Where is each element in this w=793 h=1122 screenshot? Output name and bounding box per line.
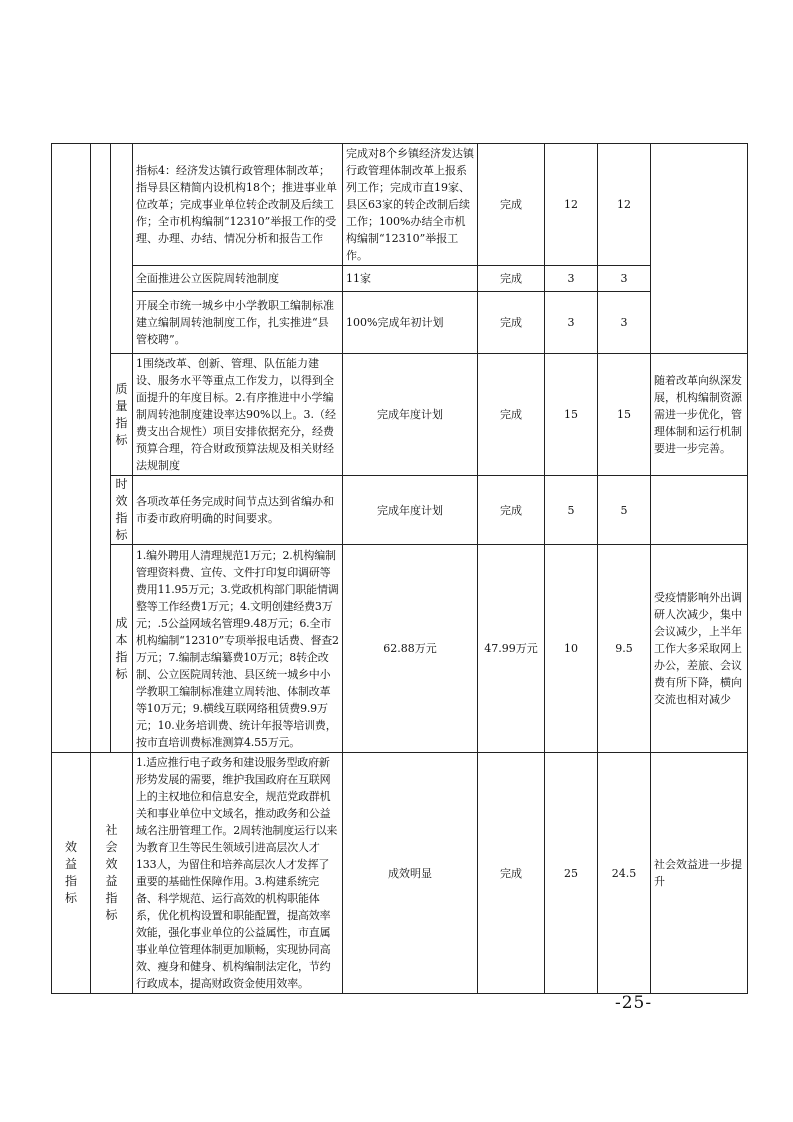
row-score: 24.5 [598,753,651,994]
row-target: 100%完成年初计划 [343,292,478,354]
row-reason: 社会效益进一步提升 [651,753,748,994]
row-actual: 完成 [478,144,545,266]
benefit-indicator-label: 效 益 指 标 [52,753,91,994]
table-row [52,266,748,292]
row-weight: 10 [545,545,598,753]
row-score: 5 [598,476,651,545]
row-weight: 3 [545,266,598,292]
row-reason [651,144,748,354]
row-score: 12 [598,144,651,266]
cost-indicator-label: 成 本 指 标 [111,545,133,753]
row-target: 完成年度计划 [343,354,478,476]
row-actual: 完成 [478,354,545,476]
row-weight: 12 [545,144,598,266]
subcategory-col-quantity [111,144,133,354]
row-content: 1.适应推行电子政务和建设服务型政府新形势发展的需要，维护我国政府在互联网上的主权地位和信息安全，规范党政群机关和事业单位中文域名，推动政务和公益域名注册管理工作。2周转池制度运行以来为教育卫生等民生领域引进高层次人才133人，为留住和培养高层次人才发挥了重要的基础性保障作用。3.构建系统完备、科学规范、运行高效的机构职能体系，优化机构设置和职能配置，提高效率效能，强化事业单位的公益属性，市直属事业单位管理体制更加顺畅，实现协同高效、瘦身和健身、机构编制法定化，节约行政成本，提高财政资金使用效率。 [133,753,343,994]
row-actual: 完成 [478,753,545,994]
row-content: 开展全市统一城乡中小学教职工编制标准建立编制周转池制度工作，扎实推进“县管校聘”。 [133,292,343,354]
quality-indicator-label: 质 量 指 标 [111,354,133,476]
row-reason: 随着改革向纵深发展，机构编制资源需进一步优化，管理体制和运行机制要进一步完善。 [651,354,748,476]
row-reason [651,476,748,545]
row-score: 3 [598,292,651,354]
row-content: 全面推进公立医院周转池制度 [133,266,343,292]
row-content: 各项改革任务完成时间节点达到省编办和市委市政府明确的时间要求。 [133,476,343,545]
table-row [52,144,748,266]
time-indicator-label: 时 效 指 标 [111,476,133,545]
table-row [52,753,748,994]
performance-table [51,143,748,994]
row-target: 完成对8个乡镇经济发达镇行政管理体制改革上报系列工作；完成市直19家、县区63家的转企改制后续工作；100%办结全市机构编制“12310”举报工作。 [343,144,478,266]
outer-col-output [52,144,91,753]
row-reason: 受疫情影响外出调研人次减少，集中会议减少，上半年工作大多采取网上办公，差旅、会议费有所下降，横向交流也相对减少 [651,545,748,753]
row-weight: 3 [545,292,598,354]
page-number: -25- [615,993,653,1013]
category-col-output [91,144,111,753]
social-benefit-label: 社 会 效 益 指 标 [91,753,133,994]
row-target: 成效明显 [343,753,478,994]
table-row [52,354,748,476]
table-row [52,292,748,354]
row-score: 3 [598,266,651,292]
row-score: 15 [598,354,651,476]
row-content: 1.编外聘用人清理规范1万元；2.机构编制管理资料费、宣传、文件打印复印调研等费用11.95万元；3.党政机构部门职能情调整等工作经费1万元；4.文明创建经费3万元；.5公益网域名管理9.48万元；6.全市机构编制“12310”专项举报电话费、督查2万元；7.编制志编纂费10万元；8转企改制、公立医院周转池、县区统一城乡中小学教职工编制标准建立周转池、体制改革等10万元；9.横线互联网络租赁费9.9万元；10.业务培训费、统计年报等培训费，按市直培训费标准测算4.55万元。 [133,545,343,753]
row-actual: 47.99万元 [478,545,545,753]
row-weight: 25 [545,753,598,994]
table-row [52,545,748,753]
row-score: 9.5 [598,545,651,753]
row-weight: 15 [545,354,598,476]
row-target: 完成年度计划 [343,476,478,545]
row-actual: 完成 [478,292,545,354]
row-target: 62.88万元 [343,545,478,753]
row-target: 11家 [343,266,478,292]
row-actual: 完成 [478,266,545,292]
row-content: 指标4：经济发达镇行政管理体制改革；指导县区精简内设机构18个；推进事业单位改革；完成事业单位转企改制及后续工作；全市机构编制“12310”举报工作的受理、办理、办结、情况分析和报告工作 [133,144,343,266]
row-actual: 完成 [478,476,545,545]
row-content: 1围绕改革、创新、管理、队伍能力建设、服务水平等重点工作发力，以得到全面提升的年度目标。2.有序推进中小学编制周转池制度建设率达90%以上。3.（经费支出合规性）项目安排依据充分，经费预算合理，符合财政预算法规及相关财经法规制度 [133,354,343,476]
table-row [52,476,748,545]
row-weight: 5 [545,476,598,545]
